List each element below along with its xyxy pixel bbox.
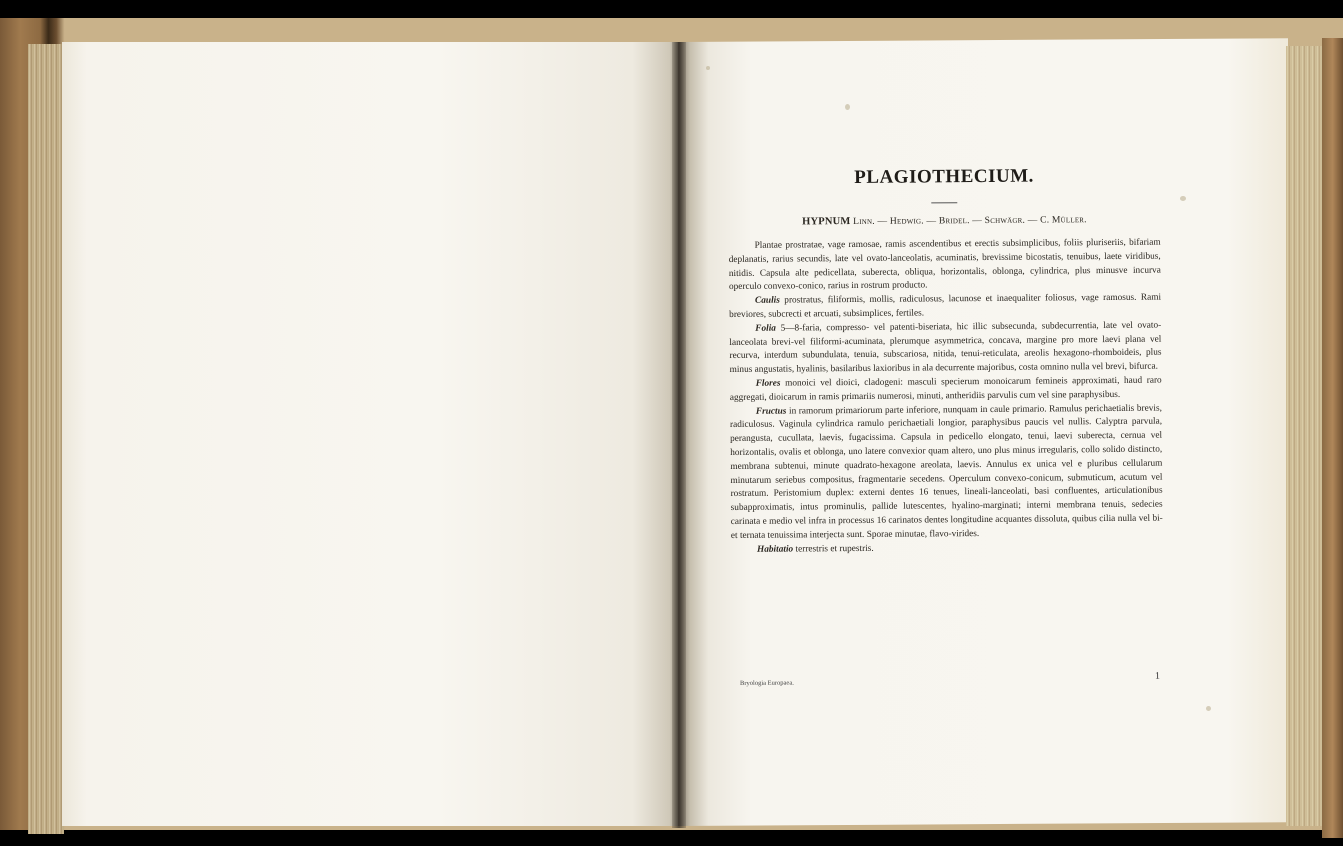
flores-paragraph: Flores monoici vel dioici, cladogeni: masculi specierum monoicarum femineis approximati, haud raro aggregati, dioicarum in ramis primariis numerosi, minuti, antheridiis parvulis cum vel sine paraphysibus. bbox=[729, 375, 1162, 403]
caulis-paragraph: Caulis prostratus, filiformis, mollis, radiculosus, lacunose et inaequaliter foliosus, vage ramosus. Rami breviores, subcrecti et arcuati, subsimplices, fertiles. bbox=[729, 292, 1162, 320]
left-page bbox=[62, 42, 682, 826]
paragraph-lead: Flores bbox=[755, 378, 781, 389]
folia-paragraph: Folia 5—8-faria, compresso- vel patenti-biseriata, hic illic subsecunda, subdecurrentia, late vel ovato-lanceolata brevi-vel filiformi-acuminata, plerumque asymmetrica, concava, margine pro more laevi plana vel recurva, interdum subundulata, tenuia, subscariosa, nitida, tenui-reticulata, areolis hexagono-rhomboideis, plus minus angustatis, hyalinis, basilaribus laxioribus in ala decurrente majoribus, costa omnino nulla vel brevi, bifurca. bbox=[729, 320, 1162, 376]
foxing-spot bbox=[1206, 706, 1211, 711]
book-gutter bbox=[672, 42, 686, 828]
title-rule bbox=[931, 202, 957, 203]
author-names: Linn. — Hedwig. — Bridel. — Schwägr. — C. Müller. bbox=[853, 214, 1087, 228]
book-cover-edge bbox=[1322, 38, 1343, 838]
foxing-spot bbox=[1180, 196, 1186, 201]
page-footer bbox=[740, 670, 1161, 696]
foxing-spot bbox=[845, 104, 850, 110]
page-title: PLAGIOTHECIUM. bbox=[854, 165, 1034, 189]
paragraph-lead: Fructus bbox=[755, 406, 787, 417]
signature-mark: Bryologia Europaea. bbox=[740, 679, 794, 687]
right-page-edges bbox=[1286, 46, 1326, 826]
paragraph-lead: Folia bbox=[755, 323, 776, 334]
paragraph-lead: Habitatio bbox=[756, 544, 794, 555]
genus-name: HYPNUM bbox=[802, 216, 851, 228]
authors-line bbox=[728, 214, 1160, 228]
page-text-block bbox=[728, 165, 1163, 558]
description-paragraph: Plantae prostratae, vage ramosae, ramis ascendentibus et erectis subsimplicibus, foliis pluriseriis, bifariam deplanatis, rarius secundis, late vel ovato-lanceolatis, acuminatis, brevissime bicostatis, tenuibus, laete viridibus, nitidis. Capsula alte pedicellata, suberecta, obliqua, horizontalis, oblonga, cylindrica, plus minusve incurva operculo convexo-conico, rarius in rostrum producto. bbox=[728, 237, 1161, 293]
paragraph-lead: Caulis bbox=[755, 295, 780, 306]
foxing-spot bbox=[706, 66, 710, 70]
left-page-edges bbox=[28, 44, 64, 834]
habitatio-paragraph: Habitatio terrestris et rupestris. bbox=[756, 543, 874, 555]
fructus-paragraph: Fructus in ramorum primariorum parte inferiore, nunquam in caule primario. Ramulus perichaetialis brevis, radiculosus. Vaginula cylindrica ramulo perichaetiali longior, paraphysibus paucis vel nullis. Calyptra parvula, perangusta, cucullata, laevis, fugacissima. Capsula in pedicello elongato, tenui, laevi suberecta, cernua vel horizontalis, ovalis et oblonga, uno latere convexior quam altero, uno plus minus irregularis, collo solido distincto, membrana subtenui, minute quadrato-hexagone areolata, laevis. Annulus ex unica vel e pluribus cellularum minutarum seriebus compositus, fragmentarie secedens. Operculum convexo-conicum, submuticum, acutum vel rostratum. Peristomium duplex: externi dentes 16 tenues, lineali-lanceolati, basi confluentes, articulationibus subapproximatis, intus prominulis, pallide lutescentes, hyalino-marginati; interni membrana tenuis, sedecies carinata e medio vel infra in processus 16 carinatos dentes longitudine acquantes dissoluta, quibus cilia nulla vel bi- et ternata tenuissima interjecta sunt. Sporae minutae, flavo-virides. bbox=[729, 403, 1163, 541]
page-number: 1 bbox=[1154, 670, 1161, 682]
